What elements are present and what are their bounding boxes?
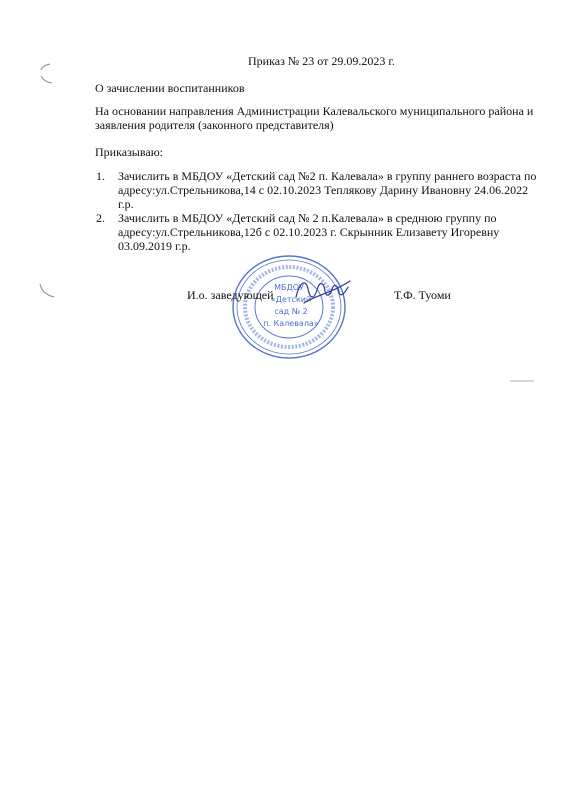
scan-artifact-mark bbox=[36, 62, 56, 86]
scan-artifact-mark bbox=[36, 280, 58, 302]
stamp-text-line: МБДОУ bbox=[274, 283, 304, 292]
order-item-line: Зачислить в МБДОУ «Детский сад № 2 п.Калевала» в среднюю группу по bbox=[118, 211, 497, 225]
document-subject: О зачислении воспитанников bbox=[95, 81, 245, 95]
document-title: Приказ № 23 от 29.09.2023 г. bbox=[248, 54, 395, 68]
order-word: Приказываю: bbox=[95, 145, 163, 159]
order-item-line: адресу:ул.Стрельникова,12б с 02.10.2023 г. Скрынник Елизавету Игоревну bbox=[118, 225, 500, 239]
order-item bbox=[96, 169, 536, 211]
order-item bbox=[96, 211, 536, 253]
order-item-line: 03.09.2019 г.р. bbox=[118, 239, 191, 253]
signatory-name: Т.Ф. Туоми bbox=[394, 288, 451, 302]
order-item-line: г.р. bbox=[118, 197, 134, 211]
basis-line: На основании направления Администрации Калевальского муниципального района и bbox=[95, 104, 534, 118]
signatory-role: И.о. заведующей bbox=[187, 288, 274, 302]
order-item-number: 2. bbox=[96, 211, 105, 225]
basis-line: заявления родителя (законного представителя) bbox=[95, 118, 334, 132]
stamp-text-line: «Детский bbox=[270, 295, 312, 304]
order-items-list bbox=[96, 169, 536, 253]
handwritten-signature bbox=[292, 275, 354, 309]
scan-artifact-mark bbox=[510, 379, 534, 383]
stamp-text-line: сад № 2 bbox=[274, 307, 308, 316]
stamp-text-line: п. Калевала» bbox=[263, 319, 319, 328]
order-item-line: адресу:ул.Стрельникова,14 с 02.10.2023 Теплякову Дарину Ивановну 24.06.2022 bbox=[118, 183, 529, 197]
document-basis bbox=[95, 104, 535, 132]
order-item-number: 1. bbox=[96, 169, 105, 183]
order-item-line: Зачислить в МБДОУ «Детский сад №2 п. Калевала» в группу раннего возраста по bbox=[118, 169, 537, 183]
